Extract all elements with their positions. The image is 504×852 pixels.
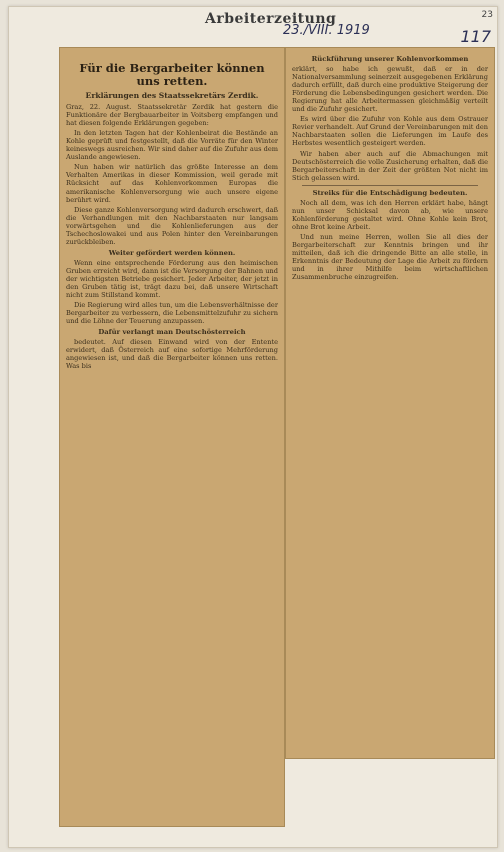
article-paragraph: Und nun meine Herren, wollen Sie all dies der Bergarbeiterschaft zur Kenntnis bringen und ihr mitteilen, daß ich die dringende Bitte an alle stelle, in Erkenntnis der Bedeutung der Lage die Arbeit zu fördern und in ihrer Mithilfe beim wirtschaftlichen Zusammenbruche einzugreifen. bbox=[292, 232, 488, 282]
article-paragraph: Wir haben aber auch auf die Abmachungen mit Deutschösterreich die volle Zusicherung erhalten, daß die Bergarbeiterschaft in der Zeit der größten Not nicht im Stich gelassen wird. bbox=[292, 149, 488, 182]
divider bbox=[302, 185, 478, 186]
article-paragraph: Nun haben wir natürlich das größte Interesse an dem Verhalten Amerikas in dieser Kommission, weil gerade mit Rücksicht auf das Kohlenvorkommen Europas die amerikanische Kohlenversorgung wie auch unsere eigene berührt wird. bbox=[66, 163, 278, 204]
section-heading: Weiter gefördert werden können. bbox=[108, 248, 236, 257]
article-paragraph: Graz, 22. August. Staatssekretär Zerdik hat gestern die Funktionäre der Bergbauarbeiter in Voitsberg empfangen und hat diesen folgende Erklärungen gegeben: bbox=[66, 103, 278, 128]
newspaper-clipping-left bbox=[59, 47, 285, 827]
article-paragraph: Diese ganze Kohlenversorgung wird dadurch erschwert, daß die Verhandlungen mit den Nachbarstaaten nur langsam vorwärtsgehen und die Kohlenlieferungen aus der Tschechoslowakei und aus Polen hinter den Vereinbarungen zurückbleiben. bbox=[66, 205, 278, 246]
page-header bbox=[9, 7, 497, 46]
article-headline: Für die Bergarbeiter können uns retten. bbox=[79, 61, 265, 88]
page-number: 23 bbox=[481, 10, 493, 20]
section-heading: Streiks für die Entschädigung bedeuten. bbox=[312, 188, 468, 197]
article-paragraph: In den letzten Tagen hat der Kohlenbeirat die Bestände an Kohle geprüft und festgestellt, daß die Vorräte für den Winter keineswegs ausreichen. Wir sind daher auf die Zufuhr aus dem Auslande angewiesen. bbox=[66, 129, 278, 162]
article-paragraph: Noch all dem, was ich den Herren erklärt habe, hängt nun unser Schicksal davon ab, wie unsere Kohlenförderung gestaltet wird. Ohne Kohle kein Brot, ohne Brot keine Arbeit. bbox=[292, 198, 488, 231]
article-subheadline: Erklärungen des Staatssekretärs Zerdik. bbox=[85, 91, 259, 100]
handwritten-date: 23./VIII. 1919 bbox=[283, 23, 370, 38]
article-paragraph: Es wird über die Zufuhr von Kohle aus dem Ostrauer Revier verhandelt. Auf Grund der Vereinbarungen mit den Nachbarstaaten sollen die Lieferungen im Laufe des Herbstes wesentlich gesteigert werden. bbox=[292, 115, 488, 148]
section-heading: Dafür verlangt man Deutschösterreich bbox=[98, 328, 246, 337]
newspaper-clipping-right bbox=[285, 47, 495, 759]
archive-sheet bbox=[8, 6, 498, 848]
section-heading: Rückführung unserer Kohlenvorkommen bbox=[311, 55, 469, 63]
article-paragraph: Die Regierung wird alles tun, um die Lebensverhältnisse der Bergarbeiter zu verbessern, die Lebensmittelzufuhr zu sichern und die Löhne der Teuerung anzupassen. bbox=[66, 301, 278, 326]
article-paragraph: Wenn eine entsprechende Förderung aus den heimischen Gruben erreicht wird, dann ist die Versorgung der Bahnen und der wichtigsten Betriebe gesichert. Jeder Arbeiter, der jetzt in den Gruben tätig ist, trägt dazu bei, daß unsere Wirtschaft nicht zum Stillstand kommt. bbox=[66, 258, 278, 300]
newspaper-masthead: Arbeiterzeitung bbox=[205, 11, 337, 27]
archive-stamp-number: 117 bbox=[460, 27, 491, 46]
article-paragraph: erklärt, so habe ich gewußt, daß er in der Nationalversammlung seinerzeit ausgegebenen Erklärung dadurch erfüllt, daß durch eine produktive Steigerung der Förderung die Lebensbedingungen gesichert werden. Die Regierung hat alle Arbeitermassen gleichmäßig verteilt und die Zufuhr gesichert. bbox=[292, 65, 488, 114]
article-paragraph: bedeutet. Auf diesen Einwand wird von der Entente erwidert, daß Österreich auf eine sofortige Mehrförderung angewiesen ist, und daß die Bergarbeiter können uns retten. Was bis bbox=[66, 338, 278, 371]
